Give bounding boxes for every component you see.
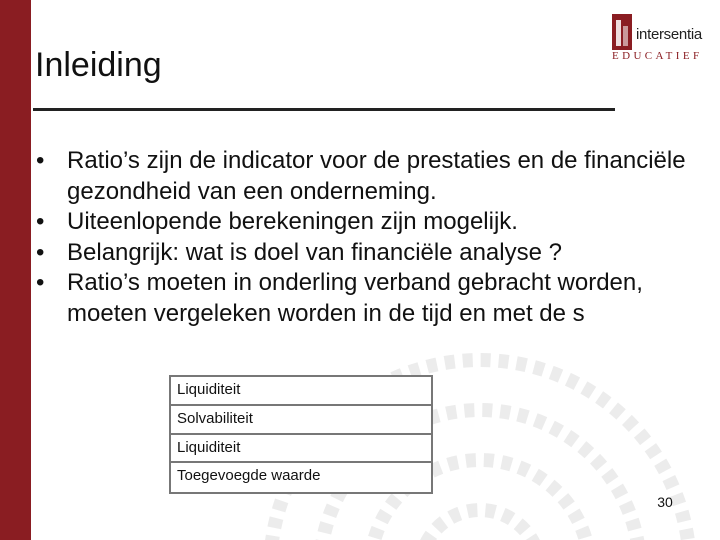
logo-subtitle: EDUCATIEF bbox=[612, 50, 703, 62]
bullet-dot: • bbox=[36, 238, 45, 266]
ratio-category-item[interactable]: Toegevoegde waarde bbox=[177, 467, 321, 485]
left-accent-bar bbox=[0, 0, 31, 540]
bullet-dot: • bbox=[36, 147, 45, 174]
bullet-text: Ratio’s moeten in onderling verband gebracht worden, moeten vergeleken worden in de tijd en met de s bbox=[67, 269, 643, 327]
bullet-list bbox=[36, 146, 696, 329]
bullet-item bbox=[36, 238, 696, 269]
title-underline bbox=[33, 108, 615, 111]
ratio-category-item[interactable]: Liquiditeit bbox=[171, 377, 431, 406]
bullet-dot: • bbox=[36, 269, 45, 296]
bullet-item bbox=[36, 146, 696, 207]
intersentia-logo bbox=[612, 12, 716, 64]
slide-number: 30 bbox=[657, 494, 673, 510]
logo-mark-icon bbox=[612, 14, 632, 50]
bullet-item bbox=[36, 207, 696, 238]
bullet-text: Ratio’s zijn de indicator voor de prestaties en de financiële gezondheid van een onderneming. bbox=[67, 147, 686, 205]
bullet-item bbox=[36, 268, 696, 329]
bullet-text: Belangrijk: wat is doel van financiële analyse ? bbox=[67, 238, 562, 266]
logo-name: intersentia bbox=[636, 26, 702, 43]
bullet-text: Uiteenlopende berekeningen zijn mogelijk. bbox=[67, 208, 518, 235]
bullet-dot: • bbox=[36, 208, 45, 235]
ratio-category-item[interactable]: Solvabiliteit bbox=[171, 406, 431, 435]
slide-title: Inleiding bbox=[35, 46, 162, 84]
ratio-category-list bbox=[169, 375, 433, 494]
ratio-category-item[interactable]: Liquiditeit bbox=[171, 435, 431, 464]
